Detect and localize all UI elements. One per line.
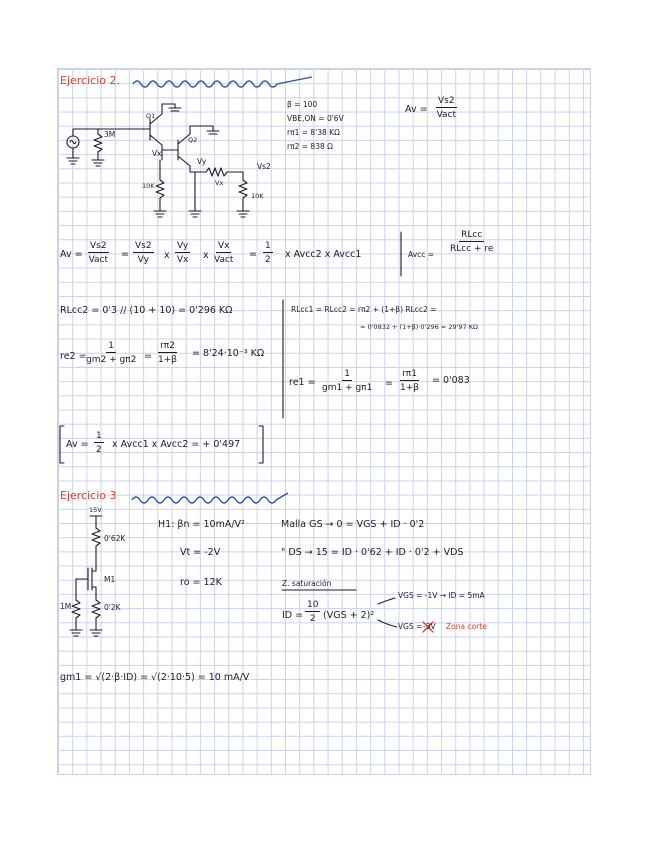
re2-den2: 1+β	[158, 355, 178, 365]
av-final-den: 2	[96, 445, 102, 455]
av-chain-f2	[133, 241, 154, 265]
re1-den2: 1+β	[400, 383, 420, 393]
re2-result: = 8'24·10⁻³ KΩ	[192, 348, 265, 359]
re1-den: gm1 + gπ1	[322, 383, 373, 393]
title-underline-ex2	[133, 77, 312, 87]
av-chain-f4	[214, 241, 233, 265]
av-final-lhs: Av =	[66, 439, 89, 450]
av-chain-f5	[263, 241, 273, 265]
av-chain-x1: x	[164, 250, 170, 261]
av-chain-f1	[88, 241, 109, 265]
avcc-box-den: RLcc + re	[450, 244, 494, 254]
re2-fraction-2	[158, 341, 177, 365]
re1-eq: =	[385, 378, 393, 389]
re1-fraction-1	[322, 369, 372, 393]
circuit-label-vy: Vy	[197, 157, 207, 166]
avcc-box-num: RLcc	[461, 230, 483, 240]
av-chain-rest: x Avcc2 x Avcc1	[285, 249, 362, 260]
id-eq-num: 10	[307, 600, 319, 610]
av-chain-f3-num: Vy	[177, 241, 189, 251]
param-beta: β = 100	[287, 100, 318, 109]
circuit-label-vs2: Vs2	[257, 162, 271, 171]
av-chain-f5-den: 2	[265, 255, 271, 265]
gm1-line: gm1 = √(2·β·ID) = √(2·10·5) = 10 mA/V	[60, 672, 250, 683]
av-chain-x2: x	[203, 250, 209, 261]
circuit-label-r-vx: Vx	[215, 179, 224, 187]
rlcc1-line1: RLcc1 = RLcc2 = rπ2 + (1+β) RLcc2 =	[291, 305, 437, 314]
av-chain-f4-num: Vx	[217, 241, 230, 251]
av-final-rest: x Avcc1 x Avcc2 = + 0'497	[112, 439, 241, 450]
branch-a: VGS = -1V → ID = 5mA	[398, 591, 485, 600]
id-eq-lhs: ID =	[282, 610, 304, 621]
id-eq-rest: (VGS + 2)²	[323, 610, 375, 621]
av-def-den: Vact	[436, 110, 457, 120]
av-chain-f3	[175, 241, 190, 265]
vt-value: Vt = -2V	[180, 547, 221, 558]
re2-num: 1	[108, 341, 115, 351]
re2-den: gm2 + gπ2	[86, 355, 137, 365]
av-def-num: Vs2	[438, 96, 455, 106]
av-def-lhs: Av =	[405, 104, 428, 115]
avcc-box-fraction	[450, 230, 493, 254]
circuit-label-r-in: 3M	[104, 130, 116, 139]
zona-saturacion: Z. saturación	[282, 579, 332, 588]
circuit-label-rd: 0'62K	[104, 534, 126, 543]
title-underline-ex3	[132, 493, 288, 503]
av-chain-eq2: =	[249, 249, 257, 260]
circuit-label-q2: Q2	[188, 136, 198, 144]
exercise-2-title: Ejercicio 2.	[60, 74, 120, 87]
h1-beta: H1: βn = 10mA/V²	[158, 519, 245, 530]
av-final-fraction	[94, 431, 104, 455]
branch-b-struck: -3V	[423, 622, 436, 631]
circuit-label-vdd: 15V	[89, 506, 102, 514]
re2-eq: =	[144, 351, 152, 362]
av-chain-f1-den: Vact	[88, 255, 109, 265]
av-chain-f2-den: Vy	[137, 255, 149, 265]
malla-gs: Malla GS → 0 = VGS + ID · 0'2	[281, 519, 425, 530]
malla-ds: " DS → 15 = ID · 0'62 + ID · 0'2 + VDS	[281, 547, 464, 558]
circuit-label-q1: Q1	[146, 112, 156, 120]
rlcc1-line2: = 0'0832 + (1+β)·0'296 = 29'97 KΩ	[360, 323, 478, 331]
branch-b-prefix: VGS =	[398, 622, 423, 631]
circuit-label-rg: 1M	[60, 602, 72, 611]
rlcc2-line: RLcc2 = 0'3 // (10 + 10) = 0'296 KΩ	[60, 305, 233, 316]
av-chain-f5-num: 1	[265, 241, 271, 251]
circuit-label-m1: M1	[104, 575, 116, 584]
re2-num2: rπ2	[160, 341, 175, 351]
id-eq-den: 2	[309, 614, 316, 624]
avcc-box-lhs: Avcc =	[408, 250, 435, 259]
id-eq-fraction	[305, 600, 320, 624]
circuit-label-r-10k-a: 10K	[142, 182, 155, 190]
re1-num2: rπ1	[402, 369, 417, 379]
av-chain-eq1: =	[121, 249, 129, 260]
av-chain-f4-den: Vact	[214, 255, 234, 265]
ro-value: ro = 12K	[180, 577, 222, 588]
circuit-label-rs: 0'2K	[104, 603, 121, 612]
re2-fraction-1	[86, 341, 136, 365]
re1-lhs: re1 =	[289, 377, 316, 388]
re1-fraction-2	[400, 369, 419, 393]
param-vbe: VBE,ON = 0'6V	[287, 114, 344, 123]
av-chain-f3-den: Vx	[176, 255, 189, 265]
circuit-label-r-10k-b: 10K	[251, 192, 264, 200]
param-rpi1: rπ1 = 8'38 KΩ	[287, 128, 340, 137]
av-chain-lhs: Av =	[60, 249, 83, 260]
av-def-fraction	[436, 96, 457, 120]
param-rpi2: rπ2 = 838 Ω	[287, 142, 333, 151]
av-chain-f1-num: Vs2	[90, 241, 107, 251]
exercise-3-title: Ejercicio 3	[60, 489, 117, 502]
av-chain-f2-num: Vs2	[135, 241, 152, 251]
circuit-label-vx: Vx	[152, 149, 162, 158]
re2-lhs: re2 =	[60, 351, 87, 362]
re1-result: = 0'083	[432, 375, 470, 386]
branch-b-note: Zona corte	[446, 622, 487, 631]
re1-num: 1	[344, 369, 351, 379]
av-final-num: 1	[96, 431, 102, 441]
